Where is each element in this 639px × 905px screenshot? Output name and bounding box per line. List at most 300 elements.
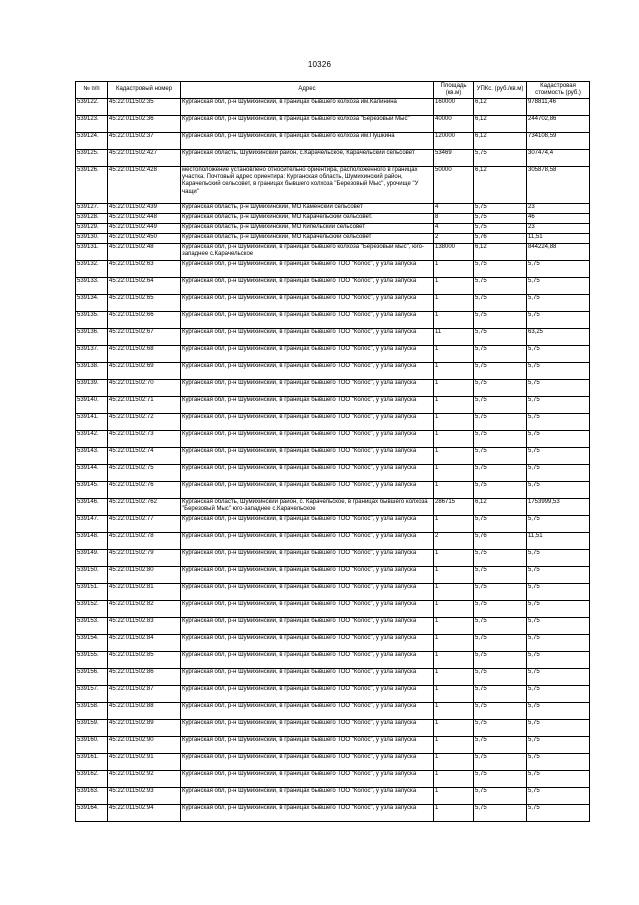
cell-cadastral-cost: 5,75 [527,346,590,363]
cell-number: 539154. [76,635,108,652]
cell-upks: 5,75 [474,414,527,431]
cell-address: Курганская обл, р-н Шумихинский, в границах бывшего ТОО "Колос", у узла запуска [181,652,434,669]
cell-upks: 6,12 [474,167,527,204]
cell-number: 539161. [76,754,108,771]
table-row [76,380,590,397]
cell-upks: 6,12 [474,116,527,133]
table-row [76,499,590,516]
table-row [76,167,590,204]
cell-cadastral-number: 45:22:011502:83 [108,618,181,635]
cell-address: Курганская область, р-н Шумихинский, МО Каменский сельсовет [181,204,434,214]
cell-cadastral-cost: 11,51 [527,533,590,550]
table-row [76,224,590,234]
header-address: Адрес [181,82,434,99]
cell-address: Курганская обл, р-н Шумихинский, в границах бывшего ТОО "Колос", у узла запуска [181,686,434,703]
cell-number: 539155. [76,652,108,669]
cell-address: Курганская обл, р-н Шумихинский, в границах бывшего колхоза им.Пушкина [181,133,434,150]
table-row [76,686,590,703]
cell-cadastral-number: 45:22:011502:74 [108,448,181,465]
cell-number: 539126. [76,167,108,204]
cell-cadastral-cost: 5,75 [527,618,590,635]
cell-address: Курганская обл, р-н Шумихинский, в границах бывшего ТОО "Колос", у узла запуска [181,431,434,448]
cell-cadastral-cost: 46 [527,214,590,224]
table-header [76,82,590,99]
cell-area: 53469 [434,150,474,167]
cell-number: 539137. [76,346,108,363]
cell-number: 539149. [76,550,108,567]
cell-upks: 5,75 [474,805,527,822]
table-row [76,278,590,295]
cell-area: 1 [434,465,474,482]
cell-upks: 5,75 [474,204,527,214]
cell-number: 539135. [76,312,108,329]
table-row [76,329,590,346]
cell-cadastral-number: 45:22:011502:75 [108,465,181,482]
cell-upks: 5,75 [474,214,527,224]
cell-area: 4 [434,224,474,234]
cell-cadastral-cost: 5,75 [527,380,590,397]
cell-upks: 5,75 [474,567,527,584]
cell-number: 539131. [76,244,108,261]
cell-cadastral-number: 45:22:011502:68 [108,346,181,363]
table-row [76,618,590,635]
header-upks: УПКс. (руб./кв.м) [474,82,527,99]
table-row [76,533,590,550]
cell-cadastral-cost: 5,75 [527,397,590,414]
cell-area: 1 [434,703,474,720]
cell-upks: 5,75 [474,380,527,397]
cell-address: Курганская область, Шумихинский район, с.Карачельское, Карачельский сельсовет [181,150,434,167]
cell-cadastral-cost: 5,75 [527,601,590,618]
cell-number: 539129. [76,224,108,234]
cell-cadastral-cost: 5,75 [527,516,590,533]
table-row [76,99,590,116]
table-row [76,635,590,652]
cell-area: 1 [434,312,474,329]
cell-area: 1 [434,550,474,567]
cell-number: 539144. [76,465,108,482]
cell-cadastral-cost: 5,75 [527,278,590,295]
cell-cadastral-number: 45:22:011502:450 [108,234,181,244]
cell-area: 1 [434,652,474,669]
cell-number: 539162. [76,771,108,788]
table-row [76,116,590,133]
cell-area: 138000 [434,244,474,261]
cell-address: Курганская обл, р-н Шумихинский, в границах бывшего ТОО "Колос", у узла запуска [181,278,434,295]
cell-number: 539147. [76,516,108,533]
cell-area: 1 [434,448,474,465]
cell-area: 1 [434,431,474,448]
cell-number: 539143. [76,448,108,465]
cell-area: 2 [434,533,474,550]
cell-cadastral-cost: 734108,59 [527,133,590,150]
page-number: 10326 [307,60,332,69]
cell-cadastral-cost: 305878,58 [527,167,590,204]
cell-number: 539156. [76,669,108,686]
cell-cadastral-number: 45:22:011502:71 [108,397,181,414]
cell-cadastral-number: 45:22:011502:76 [108,482,181,499]
cell-address: Курганская область, Шумихинский район, с. Карачельское, в границах бывшего колхоза "Березовый Мыс" юго-западнее с.Карачельское [181,499,434,516]
cell-cadastral-number: 45:22:011502:94 [108,805,181,822]
cell-cadastral-number: 45:22:011502:85 [108,652,181,669]
cell-cadastral-number: 45:22:011502:48 [108,244,181,261]
cell-area: 1 [434,618,474,635]
cell-cadastral-cost: 5,75 [527,363,590,380]
cell-cadastral-cost: 11,51 [527,234,590,244]
cell-upks: 6,12 [474,99,527,116]
cell-area: 120000 [434,133,474,150]
cell-number: 539138. [76,363,108,380]
cell-cadastral-number: 45:22:011502:72 [108,414,181,431]
cell-address: Курганская область, р-н Шумихинский, МО Карачельский сельсовет. [181,214,434,224]
table-row [76,150,590,167]
cell-address: Курганская обл, р-н Шумихинский, в границах бывшего ТОО "Колос", у узла запуска [181,737,434,754]
cell-area: 1 [434,397,474,414]
cell-cadastral-cost: 5,75 [527,482,590,499]
cell-address: Курганская обл, р-н Шумихинский, в границах бывшего ТОО "Колос", у узла запуска [181,397,434,414]
cell-number: 539124. [76,133,108,150]
cell-upks: 5,75 [474,431,527,448]
cell-area: 160000 [434,99,474,116]
cell-number: 539139. [76,380,108,397]
cell-cadastral-cost: 5,75 [527,652,590,669]
cell-cadastral-cost: 5,75 [527,805,590,822]
table-row [76,652,590,669]
cell-area: 1 [434,737,474,754]
cell-address: Курганская обл, р-н Шумихинский, в границах бывшего колхоза "Березовый мыс", юго-западнее с.Карачельское [181,244,434,261]
cell-number: 539152. [76,601,108,618]
cell-cadastral-number: 45:22:011502:64 [108,278,181,295]
cell-cadastral-number: 45:22:011502:89 [108,720,181,737]
cell-area: 1 [434,261,474,278]
cell-cadastral-number: 45:22:011502:91 [108,754,181,771]
cell-cadastral-number: 45:22:011502:67 [108,329,181,346]
table-row [76,601,590,618]
cell-number: 539145. [76,482,108,499]
cell-address: Курганская обл, р-н Шумихинский, в границах бывшего ТОО "Колос", у узла запуска [181,261,434,278]
cell-area: 2 [434,234,474,244]
cell-address: Курганская обл, р-н Шумихинский, в границах бывшего ТОО "Колос", у узла запуска [181,771,434,788]
cell-cadastral-cost: 5,75 [527,720,590,737]
cell-cadastral-cost: 5,75 [527,414,590,431]
cell-cadastral-number: 45:22:011502:35 [108,99,181,116]
cell-cadastral-cost: 5,75 [527,550,590,567]
table-row [76,261,590,278]
cell-area: 1 [434,635,474,652]
cell-number: 539133. [76,278,108,295]
table-row [76,448,590,465]
cell-cadastral-cost: 5,75 [527,737,590,754]
cell-address: Курганская обл, р-н Шумихинский, в границах бывшего ТОО "Колос", у узла запуска [181,312,434,329]
cell-address: Курганская обл, р-н Шумихинский, в границах бывшего ТОО "Колос", у узла запуска [181,295,434,312]
cell-area: 1 [434,720,474,737]
cell-cadastral-number: 45:22:011502:88 [108,703,181,720]
cell-cadastral-number: 45:22:011502:86 [108,669,181,686]
cell-address: Курганская обл, р-н Шумихинский, в границах бывшего ТОО "Колос", у узла запуска [181,584,434,601]
cell-address: Курганская обл, р-н Шумихинский, в границах бывшего ТОО "Колос", у узла запуска [181,720,434,737]
header-cadastral-cost: Кадастровая стоимость (руб.) [527,82,590,99]
cell-cadastral-cost: 5,75 [527,669,590,686]
cell-area: 1 [434,278,474,295]
cell-upks: 5,75 [474,618,527,635]
cell-number: 539163. [76,788,108,805]
cell-upks: 5,76 [474,234,527,244]
cell-number: 539128. [76,214,108,224]
cell-area: 1 [434,686,474,703]
cell-cadastral-number: 45:22:011502:73 [108,431,181,448]
cell-upks: 5,75 [474,737,527,754]
cell-upks: 5,75 [474,224,527,234]
cell-number: 539164. [76,805,108,822]
cell-area: 1 [434,601,474,618]
cell-cadastral-cost: 307474,4 [527,150,590,167]
header-cadastral-number: Кадастровый номер [108,82,181,99]
cell-cadastral-number: 45:22:011502:439 [108,204,181,214]
cell-upks: 5,75 [474,278,527,295]
cell-cadastral-number: 45:22:011502:69 [108,363,181,380]
cell-cadastral-cost: 5,75 [527,703,590,720]
cell-upks: 5,75 [474,635,527,652]
cell-cadastral-number: 45:22:011502:762 [108,499,181,516]
cell-number: 539158. [76,703,108,720]
cell-cadastral-cost: 5,75 [527,465,590,482]
table-row [76,567,590,584]
table-row [76,295,590,312]
cell-upks: 5,75 [474,363,527,380]
cell-upks: 5,75 [474,261,527,278]
cell-address: Курганская обл, р-н Шумихинский, в границах бывшего ТОО "Колос", у узла запуска [181,669,434,686]
cell-number: 539150. [76,567,108,584]
cell-upks: 6,12 [474,244,527,261]
cell-address: Курганская обл, р-н Шумихинский, в границах бывшего ТОО "Колос", у узла запуска [181,788,434,805]
cell-area: 1 [434,771,474,788]
table-row [76,465,590,482]
cell-upks: 5,75 [474,550,527,567]
cell-cadastral-cost: 5,75 [527,686,590,703]
cell-cadastral-number: 45:22:011502:84 [108,635,181,652]
cell-number: 539125. [76,150,108,167]
cell-upks: 5,75 [474,295,527,312]
cell-address: Курганская обл, р-н Шумихинский, в границах бывшего ТОО "Колос", у узла запуска [181,465,434,482]
cell-cadastral-number: 45:22:011502:81 [108,584,181,601]
cell-upks: 6,12 [474,499,527,516]
cell-address: Курганская обл, р-н Шумихинский, в границах бывшего ТОО "Колос", у узла запуска [181,618,434,635]
cell-upks: 5,75 [474,448,527,465]
cell-area: 1 [434,669,474,686]
cell-area: 1 [434,805,474,822]
cell-cadastral-cost: 5,75 [527,295,590,312]
cell-cadastral-number: 45:22:011502:93 [108,788,181,805]
cell-upks: 5,76 [474,533,527,550]
cell-upks: 5,75 [474,465,527,482]
cell-cadastral-number: 45:22:011502:448 [108,214,181,224]
table-body [76,99,590,822]
table-row [76,550,590,567]
cell-number: 539148. [76,533,108,550]
cell-cadastral-number: 45:22:011502:70 [108,380,181,397]
cell-number: 539140. [76,397,108,414]
cell-address: Курганская обл, р-н Шумихинский, в границах бывшего ТОО "Колос", у узла запуска [181,329,434,346]
cell-address: Курганская обл, р-н Шумихинский, в границах бывшего ТОО "Колос", у узла запуска [181,533,434,550]
cell-number: 539151. [76,584,108,601]
header-number: № п/п [76,82,108,99]
cell-area: 286715 [434,499,474,516]
cell-number: 539130. [76,234,108,244]
cell-cadastral-cost: 5,75 [527,261,590,278]
table-row [76,703,590,720]
cell-cadastral-cost: 978811,46 [527,99,590,116]
cell-address: Курганская обл, р-н Шумихинский, в границах бывшего ТОО "Колос", у узла запуска [181,805,434,822]
cell-cadastral-number: 45:22:011502:92 [108,771,181,788]
cell-cadastral-number: 45:22:011502:90 [108,737,181,754]
table-row [76,346,590,363]
cell-address: Курганская обл, р-н Шумихинский, в границах бывшего ТОО "Колос", у узла запуска [181,703,434,720]
cell-number: 539122. [76,99,108,116]
cell-address: местоположение установлено относительно ориентира, расположенного в границах участка. Почтовый адрес ориентира: Курганская область, Шумихинский район, Карачельский сельсовет, в границах бывшего колхоза "Березовый Мыс", урочище "У чащи" [181,167,434,204]
cell-cadastral-cost: 23 [527,204,590,214]
cell-address: Курганская обл, р-н Шумихинский, в границах бывшего ТОО "Колос", у узла запуска [181,380,434,397]
cell-upks: 5,75 [474,601,527,618]
cell-cadastral-number: 45:22:011502:427 [108,150,181,167]
cell-area: 1 [434,482,474,499]
cell-address: Курганская обл, р-н Шумихинский, в границах бывшего ТОО "Колос", у узла запуска [181,363,434,380]
cell-number: 539146. [76,499,108,516]
cell-upks: 5,75 [474,482,527,499]
cell-address: Курганская обл, р-н Шумихинский, в границах бывшего ТОО "Колос", у узла запуска [181,414,434,431]
cell-cadastral-number: 45:22:011502:80 [108,567,181,584]
cell-upks: 5,75 [474,720,527,737]
cell-area: 4 [434,204,474,214]
cell-number: 539160. [76,737,108,754]
cell-upks: 5,75 [474,150,527,167]
cell-cadastral-number: 45:22:011502:428 [108,167,181,204]
cell-cadastral-number: 45:22:011502:66 [108,312,181,329]
cell-area: 1 [434,567,474,584]
cell-number: 539134. [76,295,108,312]
table-row [76,414,590,431]
cell-area: 1 [434,414,474,431]
cell-address: Курганская область, р-н Шумихинский, МО Карачельский сельсовет [181,234,434,244]
cell-cadastral-number: 45:22:011502:37 [108,133,181,150]
table-row [76,204,590,214]
table-row [76,737,590,754]
cell-address: Курганская обл, р-н Шумихинский, в границах бывшего колхоза "Березовый Мыс" [181,116,434,133]
cell-cadastral-cost: 5,75 [527,771,590,788]
table-row [76,720,590,737]
cell-cadastral-number: 45:22:011502:36 [108,116,181,133]
cell-cadastral-number: 45:22:011502:82 [108,601,181,618]
cell-address: Курганская обл, р-н Шумихинский, в границах бывшего ТОО "Колос", у узла запуска [181,346,434,363]
cell-area: 1 [434,295,474,312]
cell-address: Курганская обл, р-н Шумихинский, в границах бывшего ТОО "Колос", у узла запуска [181,635,434,652]
cell-area: 1 [434,754,474,771]
cell-number: 539141. [76,414,108,431]
cell-cadastral-cost: 5,75 [527,567,590,584]
table-row [76,754,590,771]
cell-area: 1 [434,380,474,397]
cell-number: 539123. [76,116,108,133]
cell-address: Курганская обл, р-н Шумихинский, в границах бывшего ТОО "Колос", у узла запуска [181,567,434,584]
cell-cadastral-number: 45:22:011502:78 [108,533,181,550]
cell-upks: 5,75 [474,584,527,601]
cell-address: Курганская обл, р-н Шумихинский, в границах бывшего ТОО "Колос", у узла запуска [181,550,434,567]
table-row [76,214,590,224]
cell-number: 539142. [76,431,108,448]
cell-address: Курганская обл, р-н Шумихинский, в границах бывшего ТОО "Колос", у узла запуска [181,754,434,771]
cell-number: 539127. [76,204,108,214]
cell-cadastral-cost: 1753999,53 [527,499,590,516]
cell-cadastral-number: 45:22:011502:449 [108,224,181,234]
cell-cadastral-number: 45:22:011502:79 [108,550,181,567]
cell-address: Курганская обл, р-н Шумихинский, в границах бывшего ТОО "Колос", у узла запуска [181,482,434,499]
cell-upks: 5,75 [474,329,527,346]
cell-upks: 6,12 [474,133,527,150]
table-row [76,312,590,329]
cell-area: 1 [434,346,474,363]
table-row [76,482,590,499]
cell-area: 1 [434,584,474,601]
cell-address: Курганская область, р-н Шумихинский, МО Кипельский сельсовет [181,224,434,234]
cell-number: 539159. [76,720,108,737]
cell-cadastral-cost: 5,75 [527,754,590,771]
cell-cadastral-cost: 244702,86 [527,116,590,133]
table-row [76,516,590,533]
table-row [76,244,590,261]
cell-address: Курганская обл, р-н Шумихинский, в границах бывшего ТОО "Колос", у узла запуска [181,601,434,618]
cell-address: Курганская обл, р-н Шумихинский, в границах бывшего ТОО "Колос", у узла запуска [181,448,434,465]
cell-cadastral-cost: 23 [527,224,590,234]
cell-area: 40000 [434,116,474,133]
table-row [76,805,590,822]
cell-cadastral-cost: 5,75 [527,448,590,465]
table-row [76,669,590,686]
table-row [76,133,590,150]
table-row [76,397,590,414]
table-row [76,363,590,380]
cell-cadastral-cost: 5,75 [527,635,590,652]
cell-address: Курганская обл, р-н Шумихинский, в границах бывшего колхоза им.Калинина [181,99,434,116]
cell-area: 8 [434,214,474,224]
cell-upks: 5,75 [474,346,527,363]
cell-upks: 5,75 [474,771,527,788]
cell-area: 11 [434,329,474,346]
table-row [76,431,590,448]
cell-upks: 5,75 [474,703,527,720]
cell-cadastral-number: 45:22:011502:77 [108,516,181,533]
cell-cadastral-cost: 5,75 [527,584,590,601]
table-row [76,771,590,788]
cell-upks: 5,75 [474,686,527,703]
cell-area: 1 [434,516,474,533]
cell-cadastral-cost: 63,25 [527,329,590,346]
cell-area: 1 [434,788,474,805]
cell-upks: 5,75 [474,312,527,329]
cell-cadastral-cost: 5,75 [527,788,590,805]
cell-area: 50000 [434,167,474,204]
cell-cadastral-cost: 5,75 [527,312,590,329]
cell-upks: 5,75 [474,788,527,805]
cell-cadastral-number: 45:22:011502:87 [108,686,181,703]
cadastral-registry-table [75,81,590,822]
cell-number: 539153. [76,618,108,635]
header-row [76,82,590,99]
header-area: Площадь (кв.м) [434,82,474,99]
cell-upks: 5,75 [474,669,527,686]
table-row [76,788,590,805]
cell-cadastral-cost: 5,75 [527,431,590,448]
cell-upks: 5,75 [474,652,527,669]
cell-cadastral-number: 45:22:011502:63 [108,261,181,278]
